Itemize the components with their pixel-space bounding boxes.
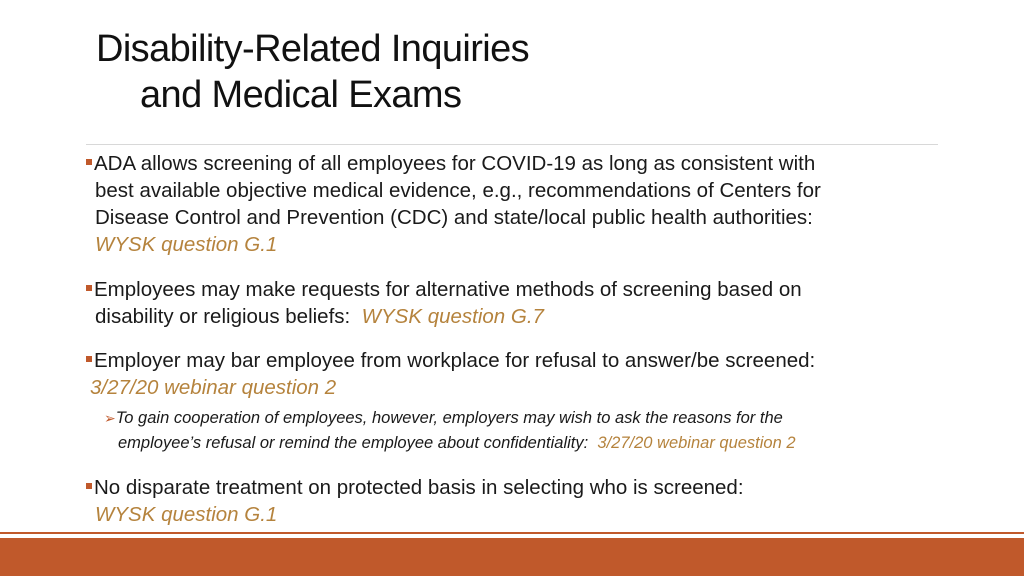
sub-bullet-line-1: To gain cooperation of employees, however, employers may wish to ask the reasons for the <box>115 409 783 427</box>
footer-accent-bar <box>0 538 1024 576</box>
bullet-item-3 <box>86 347 946 401</box>
bullet-2-reference: WYSK question G.7 <box>361 305 544 328</box>
square-bullet-icon <box>86 483 92 489</box>
slide-title <box>96 26 529 118</box>
square-bullet-icon <box>86 285 92 291</box>
footer-accent-line <box>0 532 1024 534</box>
bullet-1-line-1: ADA allows screening of all employees for COVID-19 as long as consistent with <box>94 152 816 175</box>
arrow-bullet-icon: ➢ <box>104 410 116 426</box>
title-divider <box>86 144 938 145</box>
sub-bullet-item <box>104 406 944 456</box>
bullet-item-4 <box>86 474 946 528</box>
bullet-1-reference: WYSK question G.1 <box>95 233 278 256</box>
bullet-item-1 <box>86 150 946 258</box>
sub-bullet-line-2: employee’s refusal or remind the employee about confidentiality: <box>118 434 589 452</box>
bullet-4-line-1: No disparate treatment on protected basis in selecting who is screened: <box>94 476 744 499</box>
bullet-1-line-2: best available objective medical evidence, e.g., recommendations of Centers for <box>95 179 821 202</box>
bullet-2-line-2: disability or religious beliefs: <box>95 305 351 328</box>
bullet-2-line-1: Employees may make requests for alternative methods of screening based on <box>94 278 802 301</box>
bullet-3-reference: 3/27/20 webinar question 2 <box>90 376 337 399</box>
bullet-4-reference: WYSK question G.1 <box>95 503 278 526</box>
square-bullet-icon <box>86 159 92 165</box>
square-bullet-icon <box>86 356 92 362</box>
bullet-item-2 <box>86 276 946 330</box>
sub-bullet-reference: 3/27/20 webinar question 2 <box>597 434 796 452</box>
bullet-1-line-3: Disease Control and Prevention (CDC) and state/local public health authorities: <box>95 206 813 229</box>
slide-title-line-2: and Medical Exams <box>140 74 462 116</box>
bullet-3-line-1: Employer may bar employee from workplace for refusal to answer/be screened: <box>94 349 816 372</box>
slide-title-line-1: Disability-Related Inquiries <box>96 28 530 70</box>
